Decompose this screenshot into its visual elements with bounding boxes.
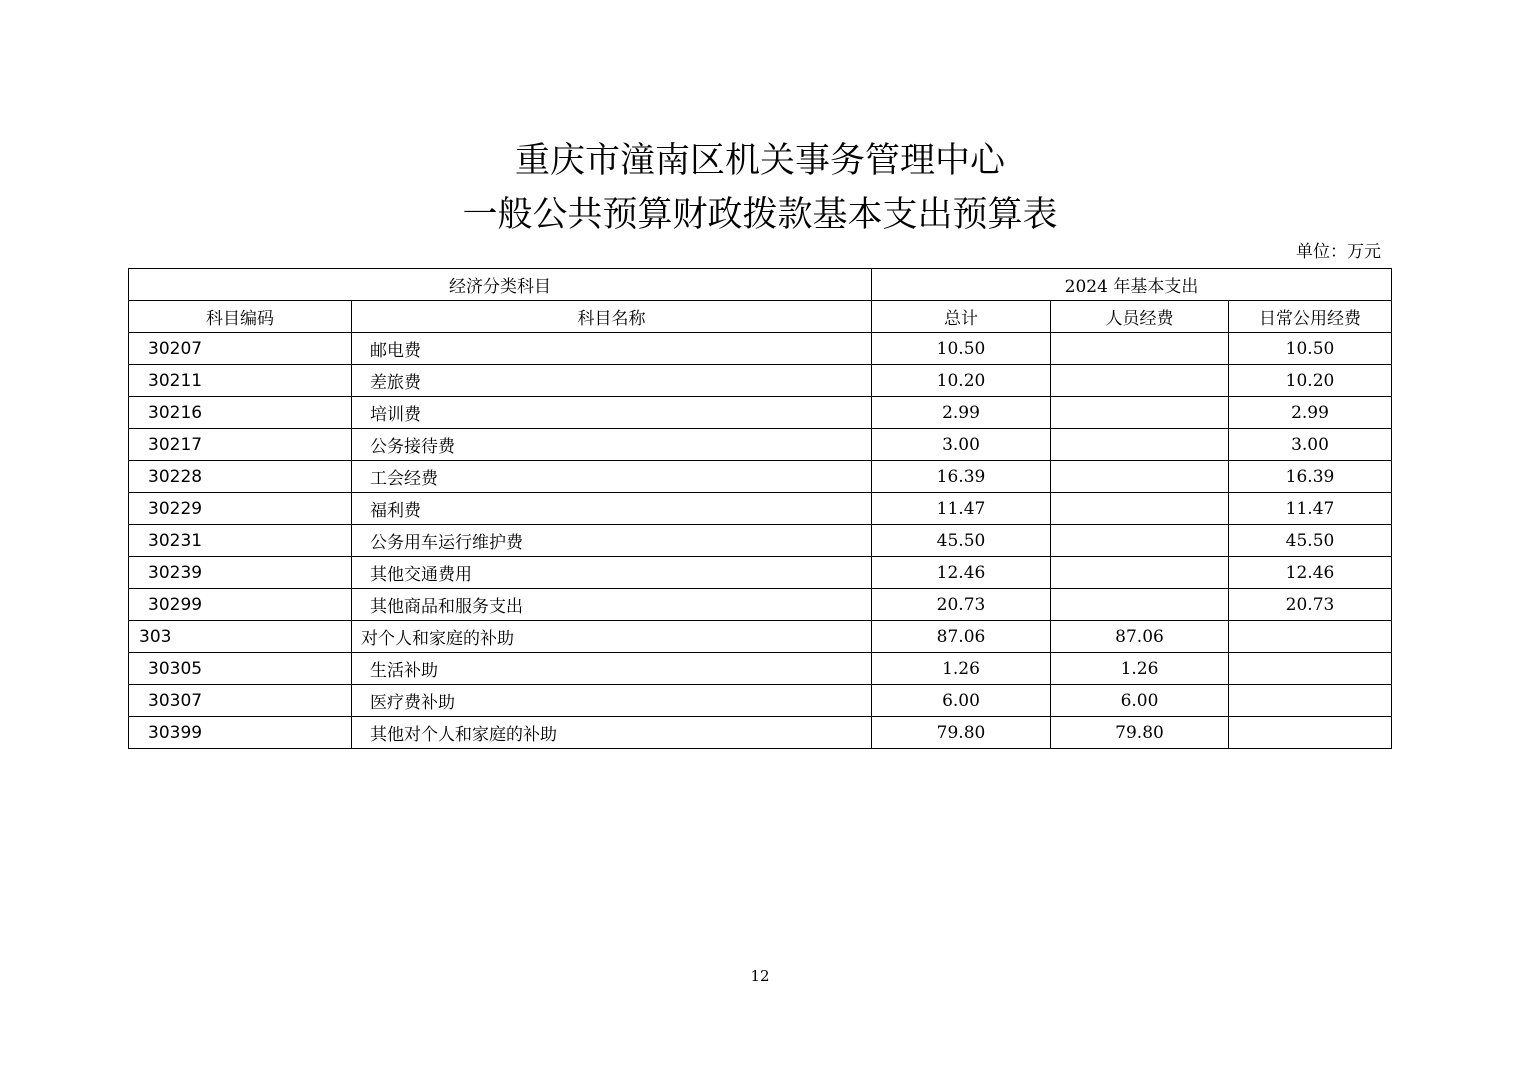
- table-row: [129, 429, 1392, 461]
- cell-name: 福利费: [352, 493, 872, 525]
- table-row: [129, 333, 1392, 365]
- cell-public: 3.00: [1229, 429, 1392, 461]
- cell-code: 30207: [129, 333, 352, 365]
- cell-code: 30307: [129, 685, 352, 717]
- table-body: [129, 333, 1392, 749]
- cell-code: 30399: [129, 717, 352, 749]
- cell-public: 11.47: [1229, 493, 1392, 525]
- unit-label: 单位：万元: [1296, 242, 1381, 262]
- cell-personnel: 6.00: [1051, 685, 1229, 717]
- cell-code: 30228: [129, 461, 352, 493]
- cell-total: 12.46: [872, 557, 1051, 589]
- cell-name: 其他商品和服务支出: [352, 589, 872, 621]
- table-row: [129, 397, 1392, 429]
- cell-public: [1229, 653, 1392, 685]
- cell-public: [1229, 621, 1392, 653]
- cell-public: [1229, 685, 1392, 717]
- cell-public: 16.39: [1229, 461, 1392, 493]
- cell-personnel: [1051, 429, 1229, 461]
- cell-total: 11.47: [872, 493, 1051, 525]
- budget-table: [128, 268, 1392, 749]
- cell-personnel: [1051, 493, 1229, 525]
- cell-public: 45.50: [1229, 525, 1392, 557]
- table-row: [129, 589, 1392, 621]
- cell-code: 30211: [129, 365, 352, 397]
- table-row: [129, 685, 1392, 717]
- cell-public: 20.73: [1229, 589, 1392, 621]
- cell-name: 其他交通费用: [352, 557, 872, 589]
- table-row: [129, 525, 1392, 557]
- cell-personnel: [1051, 461, 1229, 493]
- document-title-line-1: 重庆市潼南区机关事务管理中心: [514, 141, 1005, 181]
- cell-code: 30239: [129, 557, 352, 589]
- cell-name: 邮电费: [352, 333, 872, 365]
- cell-code: 30305: [129, 653, 352, 685]
- cell-name: 培训费: [352, 397, 872, 429]
- cell-total: 79.80: [872, 717, 1051, 749]
- page-number: 12: [750, 967, 770, 985]
- cell-public: 10.50: [1229, 333, 1392, 365]
- cell-name: 工会经费: [352, 461, 872, 493]
- header-basic-expenditure-2024: 2024 年基本支出: [872, 269, 1392, 301]
- table-row: [129, 461, 1392, 493]
- cell-code: 303: [129, 621, 352, 653]
- cell-name: 公务用车运行维护费: [352, 525, 872, 557]
- cell-public: 12.46: [1229, 557, 1392, 589]
- cell-personnel: 1.26: [1051, 653, 1229, 685]
- cell-total: 87.06: [872, 621, 1051, 653]
- cell-total: 3.00: [872, 429, 1051, 461]
- table-row: [129, 653, 1392, 685]
- cell-name: 其他对个人和家庭的补助: [352, 717, 872, 749]
- header-economic-classification: 经济分类科目: [129, 269, 872, 301]
- cell-name: 生活补助: [352, 653, 872, 685]
- table-row: [129, 621, 1392, 653]
- cell-total: 20.73: [872, 589, 1051, 621]
- cell-total: 45.50: [872, 525, 1051, 557]
- document-title-line-2: 一般公共预算财政拨款基本支出预算表: [462, 195, 1058, 235]
- cell-code: 30216: [129, 397, 352, 429]
- cell-name: 医疗费补助: [352, 685, 872, 717]
- cell-code: 30217: [129, 429, 352, 461]
- header-personnel: 人员经费: [1051, 301, 1229, 333]
- table-row: [129, 557, 1392, 589]
- header-public: 日常公用经费: [1229, 301, 1392, 333]
- header-code: 科目编码: [129, 301, 352, 333]
- cell-personnel: 79.80: [1051, 717, 1229, 749]
- group-header-row: [129, 269, 1392, 301]
- header-total: 总计: [872, 301, 1051, 333]
- cell-code: 30229: [129, 493, 352, 525]
- cell-personnel: [1051, 365, 1229, 397]
- table-row: [129, 365, 1392, 397]
- cell-total: 6.00: [872, 685, 1051, 717]
- cell-personnel: [1051, 333, 1229, 365]
- cell-personnel: [1051, 557, 1229, 589]
- column-header-row: [129, 301, 1392, 333]
- cell-public: 2.99: [1229, 397, 1392, 429]
- cell-total: 16.39: [872, 461, 1051, 493]
- cell-total: 2.99: [872, 397, 1051, 429]
- cell-personnel: [1051, 589, 1229, 621]
- cell-total: 10.20: [872, 365, 1051, 397]
- table-row: [129, 493, 1392, 525]
- cell-name: 差旅费: [352, 365, 872, 397]
- cell-personnel: [1051, 397, 1229, 429]
- cell-total: 1.26: [872, 653, 1051, 685]
- cell-code: 30231: [129, 525, 352, 557]
- header-name: 科目名称: [352, 301, 872, 333]
- cell-personnel: 87.06: [1051, 621, 1229, 653]
- table-row: [129, 717, 1392, 749]
- cell-public: 10.20: [1229, 365, 1392, 397]
- cell-total: 10.50: [872, 333, 1051, 365]
- cell-name: 公务接待费: [352, 429, 872, 461]
- cell-public: [1229, 717, 1392, 749]
- cell-personnel: [1051, 525, 1229, 557]
- cell-name: 对个人和家庭的补助: [352, 621, 872, 653]
- cell-code: 30299: [129, 589, 352, 621]
